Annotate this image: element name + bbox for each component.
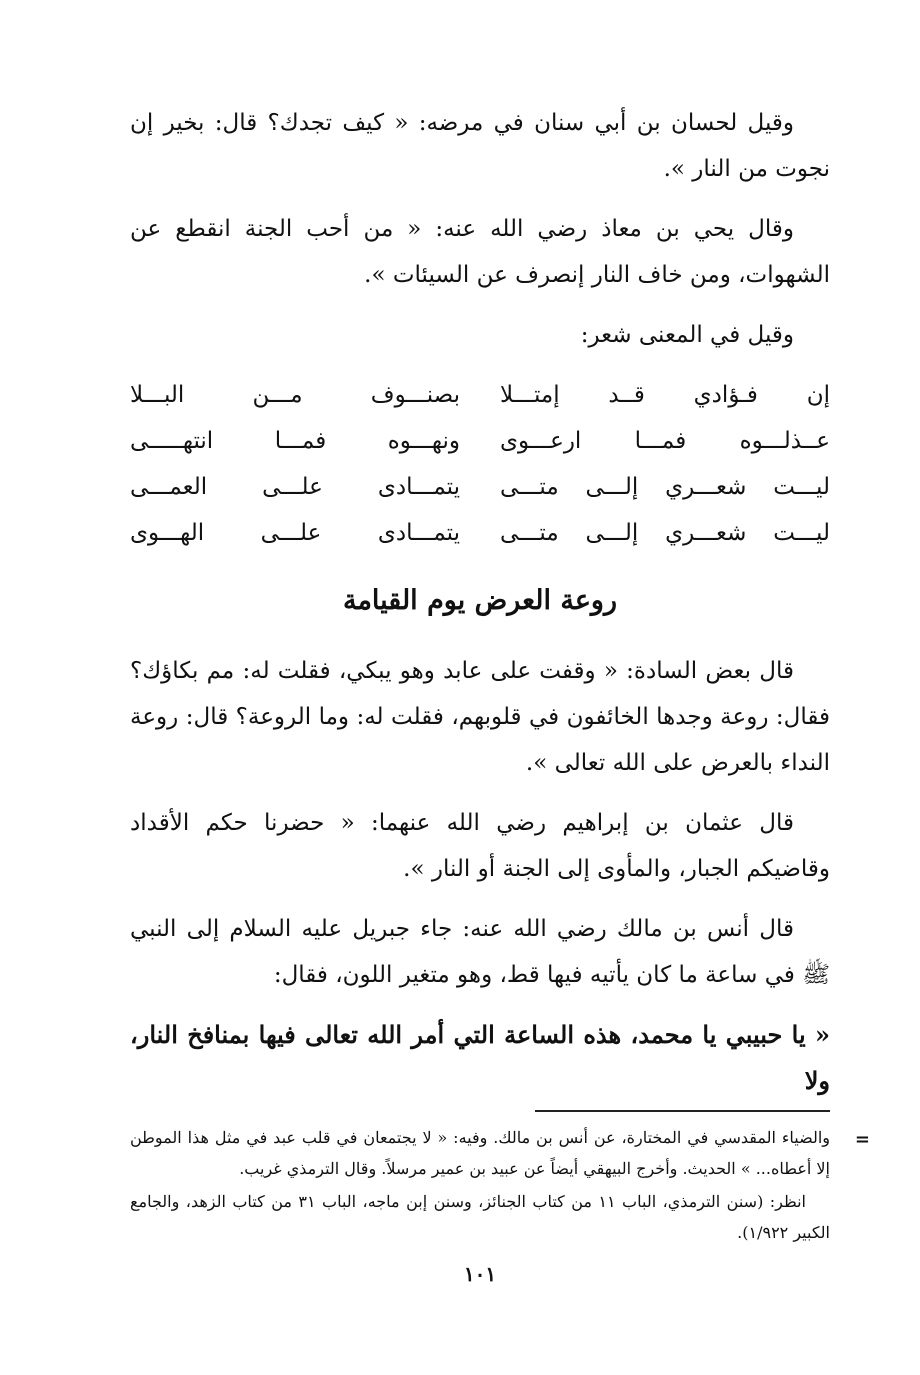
verse-second-hemistich: ونهـــوه فمـــا انتهـــــى [130, 428, 460, 454]
verse-second-hemistich: يتمـــادى علـــى العمـــى [130, 474, 460, 500]
paragraph-poem-intro: وقيل في المعنى شعر: [580, 322, 794, 348]
verse-first-hemistich: ليـــت شعـــري إلـــى متـــى [500, 520, 830, 546]
verse-first-hemistich: إن فـؤادي قــد إمتـــلا [500, 382, 830, 408]
poem-verse [130, 418, 830, 464]
poem [130, 372, 830, 556]
paragraph-uthman: قال عثمان بن إبراهيم رضي الله عنهما: « حضرنا حكم الأقداد وقاضيكم الجبار، والمأوى إلى الجنة أو النار ». [130, 810, 830, 882]
poem-verse [130, 464, 830, 510]
verse-first-hemistich: ليـــت شعـــري إلـــى متـــى [500, 474, 830, 500]
footnote-text: والضياء المقدسي في المختارة، عن أنس بن مالك. وفيه: « لا يجتمعان في قلب عبد في مثل هذا الموطن إلا أعطاه... » الحديث. وأخرج البيهقي أيضاً عن عبيد بن عمير مرسلاً. وقال الترمذي غريب. [130, 1128, 830, 1178]
poem-verse [130, 510, 830, 556]
poem-verse [130, 372, 830, 418]
footnote-reference: انظر: (سنن الترمذي، الباب ١١ من كتاب الجنائز، وسنن إبن ماجه، الباب ٣١ من كتاب الزهد، والجامع الكبير ١/٩٢٢). [130, 1192, 830, 1242]
footnote-separator [535, 1110, 830, 1112]
verse-second-hemistich: بصنـــوف مـــن البـــلا [130, 382, 460, 408]
document-page [130, 100, 870, 1286]
page-number: ١٠١ [463, 1262, 497, 1286]
continuation-mark: = [854, 1129, 870, 1150]
paragraph-anas: قال أنس بن مالك رضي الله عنه: جاء جبريل عليه السلام إلى النبي ﷺ في ساعة ما كان يأتيه فيها قط، وهو متغير اللون، فقال: [130, 916, 830, 988]
paragraph-abid: قال بعض السادة: « وقفت على عابد وهو يبكي، فقلت له: مم بكاؤك؟ فقال: روعة وجدها الخائفون في قلوبهم، فقلت له: وما الروعة؟ قال: روعة النداء بالعرض على الله تعالى ». [130, 658, 830, 776]
paragraph-yahya: وقال يحي بن معاذ رضي الله عنه: « من أحب الجنة انقطع عن الشهوات، ومن خاف النار إنصرف عن السيئات ». [130, 216, 830, 288]
verse-second-hemistich: يتمـــادى علـــى الهـــوى [130, 520, 460, 546]
verse-first-hemistich: عــذلـــوه فمـــا ارعـــوى [500, 428, 830, 454]
section-title: روعة العرض يوم القيامة [342, 585, 618, 616]
footnote-continuation [130, 1122, 870, 1184]
paragraph-hassan: وقيل لحسان بن أبي سنان في مرضه: « كيف تجدك؟ قال: بخير إن نجوت من النار ». [130, 110, 830, 182]
paragraph-jibril-quote: « يا حبيبي يا محمد، هذه الساعة التي أمر الله تعالى فيها بمنافخ النار، ولا [130, 1020, 830, 1095]
